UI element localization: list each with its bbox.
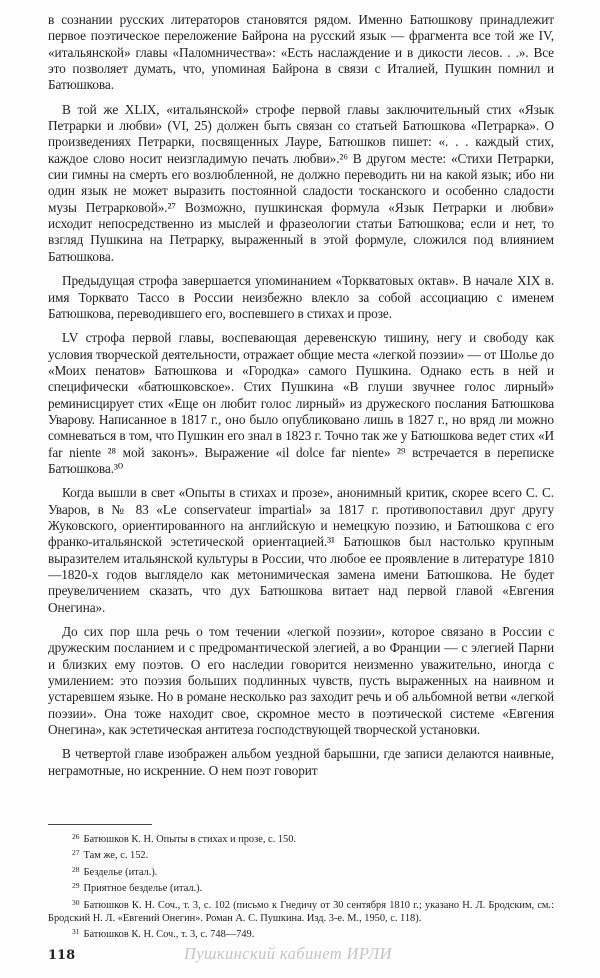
paragraph: Когда вышли в свет «Опыты в стихах и прозе», анонимный критик, скорее всего С. С. Уваров, в № 83 «Le conservateur impartial» за 1817 г. противопоставил друг другу Жуковского, ориентированного на английскую и немецкую поэзию, и Батюшкова с его франко-итальянской эстетической ориентацией.³¹ Батюшков был настолько крупным выразителем итальянской культуры в России, что любое ее проявление в литературе 1810—1820-х годов выглядело как метонимическая замена имени Батюшкова. Не будет преувеличением сказать, что дух Батюшкова витает над первой главой «Евгения Онегина». (48, 485, 554, 615)
footnote-number: 29 (72, 881, 80, 891)
footnote-number: 26 (72, 832, 80, 841)
paragraph: Предыдущая строфа завершается упоминанием «Торкватовых октав». В начале XIX в. имя Торквато Тассо в России неизбежно влекло за собой ассоциацию с именем Батюшкова, переводившего его, воспевшего в стихах и прозе. (48, 273, 554, 321)
footnote-separator (48, 824, 152, 825)
footnote-number: 27 (72, 848, 80, 858)
footnote-text: Батюшков К. Н. Опыты в стихах и прозе, с. 150. (83, 834, 297, 845)
footnote (48, 925, 554, 941)
footnote (48, 846, 554, 862)
footnote-number: 31 (72, 927, 80, 937)
footnote-text: Батюшков К. Н. Соч., т. 3, с. 748—749. (83, 929, 255, 941)
page-number: 118 (48, 948, 76, 963)
paragraph: LV строфа первой главы, воспевающая деревенскую тишину, негу и свободу как условия творческой деятельности, отражает общие места «легкой поэзии» — от Шолье до «Моих пенатов» Батюшкова и «Городка» самого Пушкина. Однако есть в ней и специфически «батюшковское». Стих Пушкина «В глуши звучнее голос лирный» реминисцирует стих «Еще он любит голос лирный» из дружеского послания Батюшкова Уварову. Написанное в 1817 г., оно было опубликовано лишь в 1827 г., но вряд ли можно сомневаться в том, что Пушкин его знал в 1823 г. Точно так же у Батюшкова ведет стих «И far niente ²⁸ мой законъ». Выражение «il dolce far niente» ²⁹ встречается в переписке Батюшкова.³⁰ (48, 330, 554, 476)
paragraph: В четвертой главе изображен альбом уездной барышни, где записи делаются наивные, неграмотные, но искренние. О нем поэт говорит (48, 746, 554, 778)
paragraph: В той же XLIX, «итальянской» строфе первой главы заключительный стих «Язык Петрарки и любви» (VI, 25) должен быть связан со статьей Батюшкова «Петрарка». О произведениях Петрарки, посвященных Лауре, Батюшков пишет: «. . . каждый стих, каждое слово носит неизгладимую печать любви».²⁶ В другом месте: «Стихи Петрарки, сии гимны на смерть его возлюбленной, не должно переводить ни на какой язык; ибо ни один язык не может выразить постоянной сладости тосканского и особенно сладости музы Петрарковой».²⁷ Возможно, пушкинская формула «Язык Петрарки и любви» исходит непосредственно из мыслей и фразеологии статьи Батюшкова; если и нет, то взгляд Пушкина на Петрарку, выраженный в этой формуле, сложился под влиянием Батюшкова. (48, 101, 554, 264)
footnote-text: Безделье (итал.). (83, 866, 158, 878)
footnote-number: 30 (72, 897, 80, 907)
footnote (48, 896, 554, 926)
footnote (48, 863, 554, 879)
footnote-text: Там же, с. 152. (83, 850, 149, 862)
footnote-text: Приятное безделье (итал.). (83, 883, 203, 895)
footnotes (48, 830, 554, 942)
footnote (48, 830, 554, 846)
paragraph: в сознании русских литераторов становятся рядом. Именно Батюшкову принадлежит первое поэтическое переложение Байрона на русский язык — фрагмента все той же IV, «итальянской» главы «Паломничества»: «Есть наслаждение и в дикости лесов. . .». Все это позволяет думать, что, упоминая Байрона в связи с Италией, Пушкин помнил и Батюшкова. (48, 12, 554, 93)
footnote-number: 28 (72, 864, 80, 874)
paragraph: До сих пор шла речь о том течении «легкой поэзии», которое связано в России с дружеским посланием и с предромантической элегией, а во Франции — с элегией Парни и близких ему поэтов. О его наследии говорится неизменно уважительно, иногда с умилением: это поэзия больших подлинных чувств, пусть выраженных на наивном и устаревшем языке. Но в романе несколько раз заходит речь и об альбомной ветви «легкой поэзии». Она тоже находит свое, скромное место в поэтической системе «Евгения Онегина», как эстетическая антитеза господствующей творческой установки. (48, 624, 554, 738)
footnote (48, 879, 554, 895)
watermark: Пушкинский кабинет ИРЛИ (184, 944, 392, 963)
main-text (48, 12, 554, 779)
footnote-text: Батюшков К. Н. Соч., т. 3, с. 102 (письмо к Гнедичу от 30 сентября 1810 г.; указано Н. Л. Бродским, см.: Бродский Н. Л. «Евгений Онегин». Роман А. С. Пушкина. Изд. 3-е. М., 1950, с. 118). (48, 899, 554, 925)
